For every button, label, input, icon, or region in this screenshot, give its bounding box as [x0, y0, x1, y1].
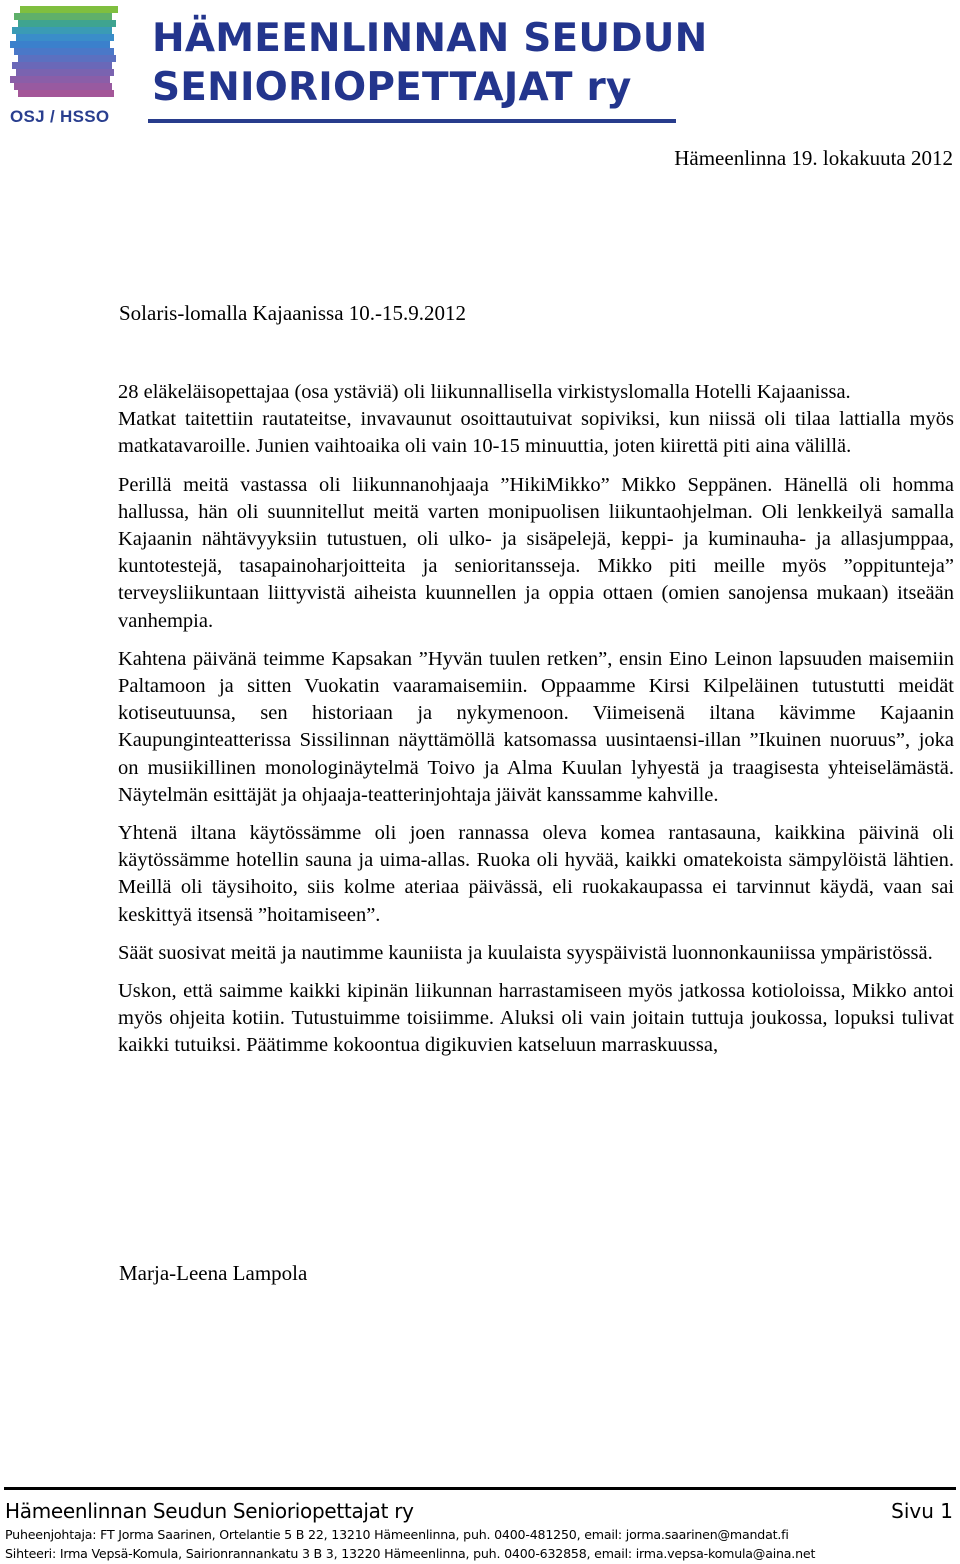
footer-chair-contact: Puheenjohtaja: FT Jorma Saarinen, Ortelantie 5 B 22, 13210 Hämeenlinna, puh. 0400-481250, email: jorma.saarinen@mandat.fi — [5, 1527, 789, 1542]
organization-name-line1: HÄMEENLINNAN SEUDUN — [152, 16, 708, 61]
letterhead — [0, 0, 960, 135]
paragraph-1: 28 eläkeläisopettajaa (osa ystäviä) oli liikunnallisella virkistyslomalla Hotelli Kajaanissa. — [118, 381, 851, 403]
footer-secretary-contact: Sihteeri: Irma Vepsä-Komula, Sairionrannankatu 3 B 3, 13220 Hämeenlinna, puh. 0400-632858, email: irma.vepsa-komula@aina.net — [5, 1546, 816, 1561]
footer-organization: Hämeenlinnan Seudun Senioriopettajat ry — [5, 1499, 414, 1523]
header-underline — [148, 119, 676, 123]
organization-name-line2: SENIORIOPETTAJAT ry — [152, 65, 632, 110]
page-number: Sivu 1 — [891, 1499, 953, 1523]
paragraph-7: Uskon, että saimme kaikki kipinän liikunnan harrastamiseen myös jatkossa kotioloissa, Mikko antoi myös ohjeita kotiin. Tutustuimme toisiimme. Aluksi oli vain joitain tuttuja joukossa, lopuksi tulivat kaikki tutuiksi. Päätimme kokoontua digikuvien katseluun marraskuussa, — [118, 980, 954, 1057]
footer-divider — [4, 1487, 956, 1490]
letter-subject: Solaris-lomalla Kajaanissa 10.-15.9.2012 — [119, 301, 467, 325]
signature-name: Marja-Leena Lampola — [119, 1261, 308, 1285]
paragraph-6: Säät suosivat meitä ja nautimme kauniista ja kuulaista syyspäivistä luonnonkauniissa ympäristössä. — [118, 941, 933, 964]
paragraph-4: Kahtena päivänä teimme Kapsakan ”Hyvän tuulen retken”, ensin Eino Leinon lapsuuden maisemiin Paltamoon ja sitten Vuokatin vaaramaisemiin. Oppaamme Kirsi Kilpeläinen tutustutti meidät kotiseutuunsa, sen historiaan ja nykymenoon. Viimeisenä iltana kävimme Kajaanin Kaupunginteatterissa Sissilinnan näyttämöllä katsomassa uusintaensi-illan ”Ikuinen nuoruus”, joka on musiikillinen monologinäytelmä Toivo ja Alma Kuulan lyhyestä ja traagisesta yhteiselämästä. Näytelmän esittäjät ja ohjaaja-teatterinjohtaja jäivät kanssamme kahville. — [118, 647, 954, 806]
letter-date: Hämeenlinna 19. lokakuuta 2012 — [674, 146, 953, 170]
organization-name — [152, 14, 707, 112]
logo-caption: OSJ / HSSO — [10, 107, 110, 126]
organization-logo — [10, 4, 122, 104]
paragraph-5: Yhtenä iltana käytössämme oli joen rannassa oleva komea rantasauna, kaikkina päivinä oli käytössämme hotellin sauna ja uima-allas. Ruoka oli hyvää, kaikki omatekoista sämpylöistä lähtien. Meillä oli täysihoito, siis kolme ateriaa päivässä, eli ruokakaupassa ei tarvinnut käydä, vaan sai keskittyä itsensä ”hoitamiseen”. — [118, 822, 954, 926]
paragraph-3: Perillä meitä vastassa oli liikunnanohjaaja ”HikiMikko” Mikko Seppänen. Hänellä oli homma hallussa, hän oli suunnitellut meitä varten monipuolisen liikuntaohjelman. Oli lenkkeilyä samalla Kajaanin nähtävyyksiin tutustuen, oli ulko- ja sisäpelejä, keppi- ja kuminauha- ja allasjumppaa, kuntotestejä, tasapainoharjoitteita ja senioritansseja. Mikko piti meille myös ”oppitunteja” terveysliikuntaan liittyvistä aiheista kuunnellen ja oppia ottaen (omien sanojensa mukaan) itseään vanhempia. — [118, 473, 954, 632]
paragraph-2: Matkat taitettiin rautateitse, invavaunut osoittautuivat sopiviksi, kun niissä oli tilaa lattialla myös matkatavaroille. Junien vaihtoaika oli vain 10-15 minuuttia, joten kiirettä piti aina välillä. — [118, 408, 954, 458]
letter-body — [118, 379, 954, 1060]
